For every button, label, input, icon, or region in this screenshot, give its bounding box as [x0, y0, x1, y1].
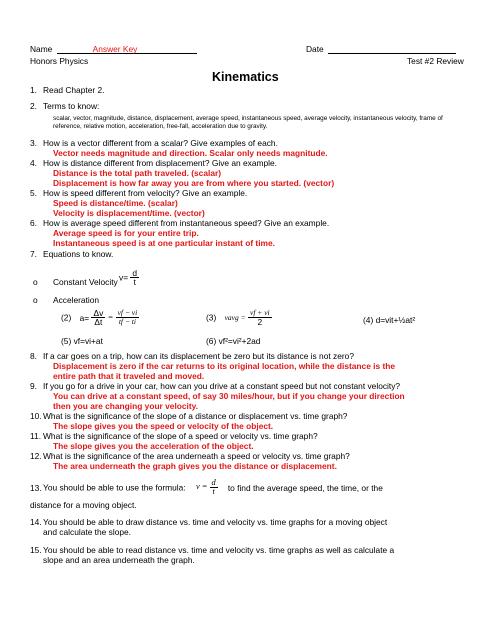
answer-key-text: Answer Key	[92, 44, 138, 54]
question-8: 8. If a car goes on a trip, how can its displacement be zero but its distance is not zero?	[30, 351, 354, 361]
constant-velocity-label: Constant Velocity	[53, 277, 118, 287]
date-field	[328, 44, 456, 54]
name-label: Name Answer Key	[30, 44, 197, 54]
question-15: 15.You should be able to read distance vs. time and velocity vs. time graphs as well as calculate a	[30, 545, 395, 555]
question-3: 3. How is a vector different from a scalar? Give examples of each.	[30, 138, 278, 148]
question-15-cont: slope and an area underneath the graph.	[43, 555, 195, 565]
answer-10: The slope gives you the speed or velocity of the object.	[53, 421, 274, 431]
answer-5-line-1: Speed is distance/time. (scalar)	[53, 198, 178, 208]
question-12: 12.What is the significance of the area underneath a speed or velocity vs. time graph?	[30, 451, 350, 461]
cv-denominator: t	[133, 277, 136, 287]
page-title: Kinematics	[212, 70, 279, 84]
course-name: Honors Physics	[30, 56, 89, 66]
test-name: Test #2 Review	[407, 56, 464, 66]
question-6: 6. How is average speed different from instantaneous speed? Give an example.	[30, 218, 330, 228]
answer-4-line-2: Displacement is how far away you are from where you started. (vector)	[53, 178, 335, 188]
question-5: 5. How is speed different from velocity? Give an example.	[30, 188, 248, 198]
terms-list: scalar, vector, magnitude, distance, displacement, average speed, instantaneous speed, average velocity, instantaneous velocity, frame of reference, relative motion, acceleration, free-fall, acceleration due to gravity.	[53, 115, 443, 131]
question-1: 1. Read Chapter 2.	[30, 85, 105, 95]
answer-6-line-1: Average speed is for your entire trip.	[53, 228, 199, 238]
question-13: 13.You should be able to use the formula: v = $\frac{d}{t}$ to find the average speed, the time, or the	[30, 478, 383, 496]
answer-8-line-1: Displacement is zero if the car returns to its original location, while the distance is the	[53, 361, 396, 371]
question-9: 9. If you go for a drive in your car, how can you drive at a constant speed but not constant velocity?	[30, 381, 401, 391]
answer-3-line-1: Vector needs magnitude and direction. Scalar only needs magnitude.	[53, 148, 328, 158]
answer-9-line-1: You can drive at a constant speed, of say 30 miles/hour, but if you change your direction	[53, 391, 405, 401]
answer-5-line-2: Velocity is displacement/time. (vector)	[53, 208, 205, 218]
cv-numerator: d	[132, 268, 138, 278]
answer-12: The area underneath the graph gives you the distance or displacement.	[53, 461, 337, 471]
bullet-constant-velocity: o	[33, 277, 38, 287]
answer-6-line-2: Instantaneous speed is at one particular instant of time.	[53, 238, 275, 248]
name-field	[57, 44, 197, 54]
acceleration-label: Acceleration	[53, 295, 100, 305]
question-14: 14.You should be able to draw distance vs. time and velocity vs. time graphs for a moving object	[30, 517, 388, 527]
question-7: 7. Equations to know.	[30, 249, 114, 259]
equation-3: (3) vavg = $\frac{vf + vi}{2}$	[206, 308, 270, 327]
equation-4: (4) d=vit+½at²	[363, 315, 416, 325]
answer-11: The slope gives you the acceleration of the object.	[53, 441, 254, 451]
question-13-cont: distance for a moving object.	[30, 500, 137, 510]
equation-6: (6) vf²=vi²+2ad	[206, 336, 261, 346]
answer-8-line-2: entire path that it traveled and moved.	[53, 371, 205, 381]
question-10: 10.What is the significance of the slope of a distance or displacement vs. time graph?	[30, 411, 348, 421]
question-11: 11. What is the significance of the slope of a speed or velocity vs. time graph?	[30, 431, 318, 441]
equation-2: (2) a= $\frac{\Delta v}{\Delta t}$ = $\frac{vf - vi}{tf - ti}$	[61, 308, 138, 327]
constant-velocity-equation: v= $\frac{d}{t}$	[119, 268, 138, 287]
question-2: 2. Terms to know:	[30, 101, 100, 111]
question-4: 4. How is distance different from displacement? Give an example.	[30, 158, 277, 168]
question-14-cont: and calculate the slope.	[43, 527, 131, 537]
formula-13: v = $\frac{d}{t}$	[195, 478, 216, 496]
answer-4-line-1: Distance is the total path traveled. (scalar)	[53, 168, 222, 178]
equation-5: (5) vf=vi+at	[61, 336, 103, 346]
answer-9-line-2: then you are changing your velocity.	[53, 401, 199, 411]
date-label: Date	[306, 44, 456, 54]
bullet-acceleration: o	[33, 295, 38, 305]
